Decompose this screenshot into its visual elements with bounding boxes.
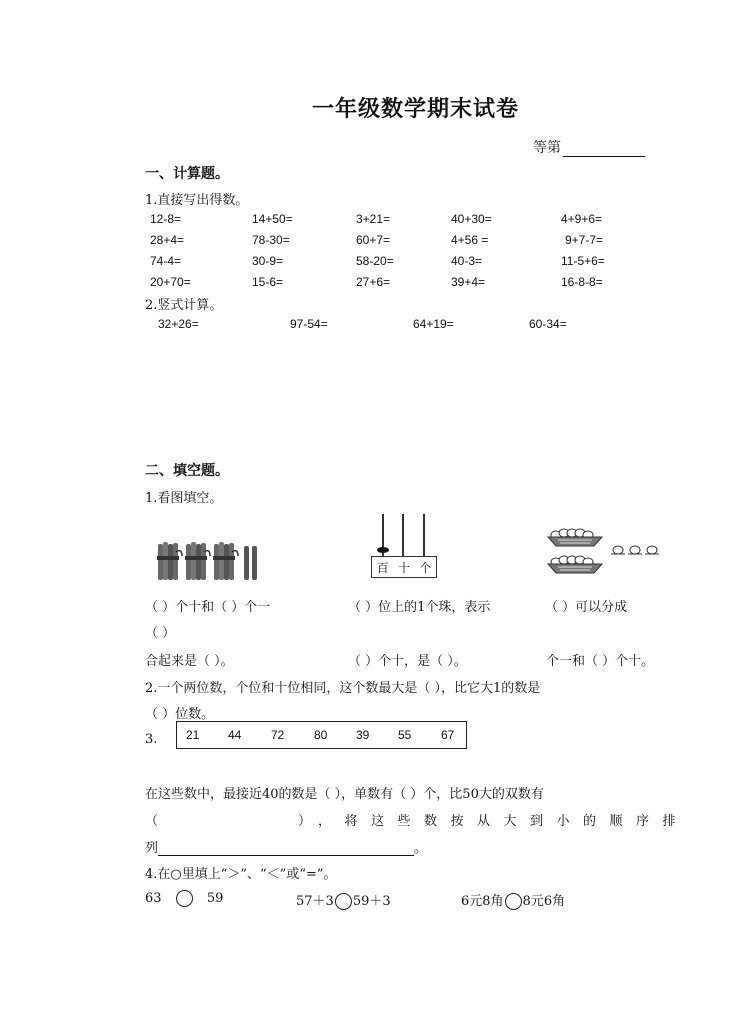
number-cell: 44 <box>228 728 242 742</box>
page-title: 一年级数学期末试卷 <box>312 96 520 122</box>
compare-circle-icon[interactable] <box>176 890 193 907</box>
q1-item: 15-6= <box>252 275 284 289</box>
q1-item: 39+4= <box>451 275 486 289</box>
fill-q1-eggs-text: （ ）可以分成 <box>545 600 628 615</box>
fill-q1-eggs-total: 个一和（ ）个十。 <box>546 654 655 669</box>
fill-q3-line3-end: 。 <box>414 841 428 856</box>
egg-basket-icon <box>548 556 602 573</box>
q1-item: 9+7-7= <box>565 233 604 247</box>
compare-item <box>461 890 565 910</box>
abacus-rod <box>423 514 425 556</box>
fill-q2-line1: 2.一个两位数，个位和十位相同，这个数最大是（ ），比它大1的数是 <box>145 681 541 696</box>
number-cell: 39 <box>356 728 370 742</box>
egg-baskets-image <box>546 524 672 580</box>
loose-egg-icon <box>645 546 659 554</box>
number-cell: 72 <box>271 728 285 742</box>
single-stick-icon <box>244 546 249 580</box>
q2-label: 2.竖式计算。 <box>145 298 223 313</box>
bundle-icon <box>185 542 210 580</box>
fill-q1-sticks-total: 合起来是（ ）。 <box>145 654 234 669</box>
fill-q4-label: 4.在○里填上“＞”、“＜”或“=”。 <box>145 867 337 882</box>
q1-item: 3+21= <box>356 212 391 226</box>
compare-left: 6元8角 <box>461 894 504 909</box>
fill-q3-line2-text: ），将这些数按从大到小的顺序排 <box>298 814 690 829</box>
q1-item: 78-30= <box>252 233 290 247</box>
section-fill-heading: 二、填空题。 <box>145 463 229 479</box>
fill-q1-abacus-text: （ ）位上的1个珠，表示 <box>348 600 491 615</box>
number-cell: 21 <box>186 728 200 742</box>
fill-q1-sticks-blank: （ ） <box>145 626 176 641</box>
q2-item: 60-34= <box>529 317 567 331</box>
grade-label: 等第 <box>533 140 561 156</box>
fill-q3-number: 3. <box>145 732 158 747</box>
compare-item <box>296 890 391 910</box>
bundle-icon <box>157 542 182 580</box>
abacus-rod <box>402 514 404 556</box>
abacus-image <box>371 514 439 578</box>
fill-q1-abacus-total: （ ）个十，是（ ）。 <box>348 654 467 669</box>
abacus-label: 百 <box>376 560 389 575</box>
abacus-base <box>371 556 437 578</box>
compare-circle-icon[interactable] <box>335 893 352 910</box>
q1-item: 58-20= <box>356 254 394 268</box>
single-stick-icon <box>252 546 257 580</box>
number-cell: 67 <box>441 728 455 742</box>
compare-right: 8元6角 <box>522 894 566 909</box>
stick-bundles-image <box>156 538 264 584</box>
compare-circle-icon[interactable] <box>505 893 522 910</box>
q1-item: 27+6= <box>356 275 391 289</box>
fill-q3-line2-open: （ <box>145 814 159 829</box>
fill-q1-label: 1.看图填空。 <box>145 491 223 506</box>
fill-q3-line3 <box>145 837 427 856</box>
q2-item: 97-54= <box>290 317 328 331</box>
compare-left: 63 <box>145 891 162 906</box>
q1-item: 4+9+6= <box>561 212 603 226</box>
q1-label: 1.直接写出得数。 <box>145 193 249 208</box>
bundle-icon <box>213 542 238 580</box>
compare-item <box>145 890 223 907</box>
abacus-label: 个 <box>419 560 432 575</box>
q1-item: 11-5+6= <box>561 254 605 268</box>
q1-item: 20+70= <box>150 275 191 289</box>
loose-egg-icon <box>611 546 625 554</box>
q1-item: 14+50= <box>252 212 293 226</box>
number-cell: 80 <box>314 728 328 742</box>
q1-item: 12-8= <box>150 212 182 226</box>
q1-item: 28+4= <box>150 233 185 247</box>
grade-blank[interactable] <box>563 143 645 157</box>
q1-item: 16-8-8= <box>561 275 603 289</box>
numbers-box <box>176 721 467 749</box>
q1-item: 30-9= <box>252 254 284 268</box>
loose-egg-icon <box>628 546 642 554</box>
fill-q2-line2: （ ）位数。 <box>145 707 215 722</box>
q2-item: 64+19= <box>413 317 454 331</box>
fill-q3-line3-label: 列 <box>145 841 159 856</box>
grade-field <box>533 137 645 157</box>
order-answer-blank[interactable] <box>158 843 414 856</box>
compare-right: 59 <box>206 891 224 906</box>
section-calculation-heading: 一、计算题。 <box>145 166 229 182</box>
fill-q1-sticks-text: （ ）个十和（ ）个一 <box>145 600 271 615</box>
q1-item: 4+56 = <box>451 233 489 247</box>
q1-item: 60+7= <box>356 233 391 247</box>
fill-q3-line1: 在这些数中，最接近40的数是（ ），单数有（ ）个，比50大的双数有 <box>145 787 544 802</box>
abacus-label: 十 <box>397 560 410 575</box>
q1-item: 74-4= <box>150 254 182 268</box>
q2-item: 32+26= <box>158 317 199 331</box>
abacus-bead <box>377 547 389 553</box>
q1-item: 40+30= <box>451 212 492 226</box>
q1-item: 40-3= <box>451 254 483 268</box>
egg-basket-icon <box>548 529 602 546</box>
compare-right: 59＋3 <box>352 894 391 909</box>
number-cell: 55 <box>398 728 412 742</box>
compare-left: 57＋3 <box>296 894 334 909</box>
